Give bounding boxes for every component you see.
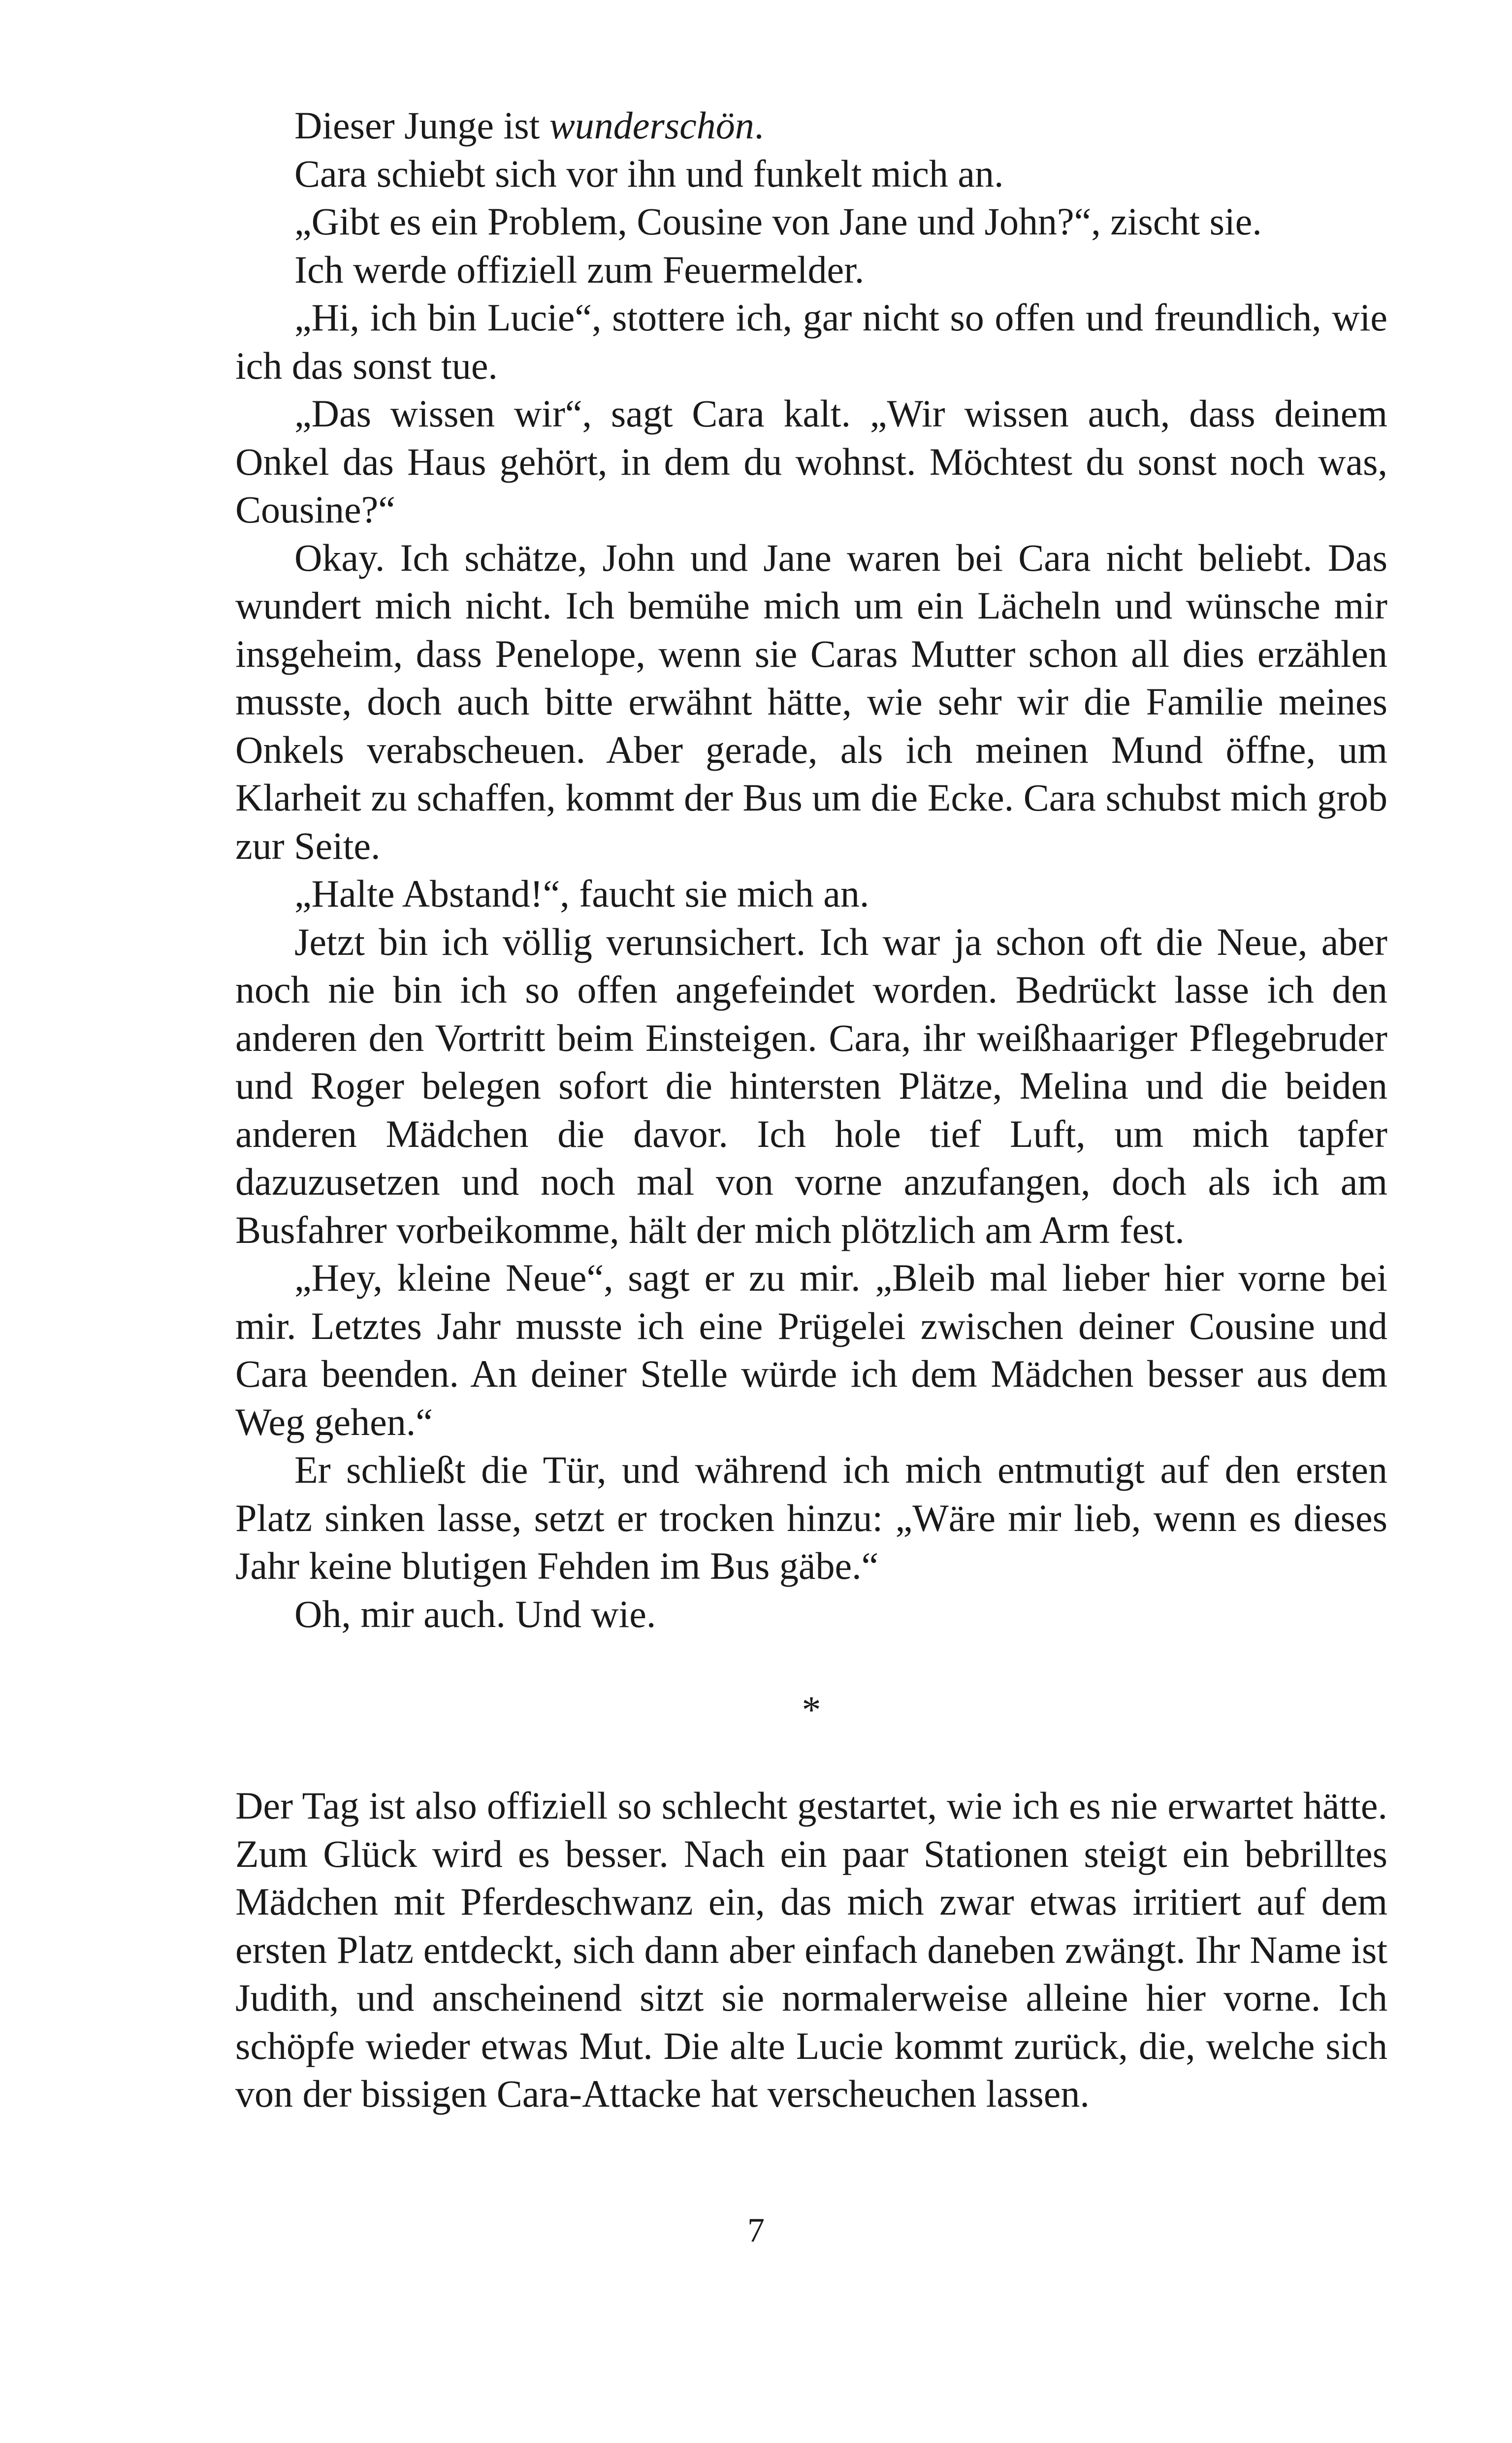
page-number: 7 xyxy=(747,2212,765,2249)
paragraph: „Hi, ich bin Lucie“, stottere ich, gar nicht so offen und freundlich, wie ich das sonst tue. xyxy=(235,296,1387,387)
paragraph: Cara schiebt sich vor ihn und funkelt mich an. xyxy=(294,152,1004,195)
paragraph: Okay. Ich schätze, John und Jane waren bei Cara nicht beliebt. Das wundert mich nicht. Ich bemühe mich um ein Lächeln und wünsche mir insgeheim, dass Penelope, wenn sie Caras Mutter schon all dies erzählen musste, doch auch bitte erwähnt hätte, wie sehr wir die Familie meines Onkels verabscheuen. Aber gerade, als ich meinen Mund öffne, um Klarheit zu schaffen, kommt der Bus um die Ecke. Cara schubst mich grob zur Seite. xyxy=(235,536,1387,867)
text-run: Dieser Junge ist xyxy=(294,104,549,147)
paragraph: „Halte Abstand!“, faucht sie mich an. xyxy=(294,872,869,915)
paragraph xyxy=(235,101,1387,150)
paragraph: Ich werde offiziell zum Feuermelder. xyxy=(294,248,865,291)
paragraph: Der Tag ist also offiziell so schlecht gestartet, wie ich es nie erwartet hätte. Zum Glück wird es besser. Nach ein paar Stationen steigt ein bebrilltes Mädchen mit Pferdeschwanz ein, das mich zwar etwas irritiert auf dem ersten Platz entdeckt, sich dann aber einfach daneben zwängt. Ihr Name ist Judith, und anscheinend sitzt sie normalerweise alleine hier vorne. Ich schöpfe wieder etwas Mut. Die alte Lucie kommt zurück, die, welche sich von der bissigen Cara-Attacke hat verscheuchen lassen. xyxy=(235,1784,1387,2115)
paragraph: Oh, mir auch. Und wie. xyxy=(294,1592,656,1635)
paragraph: „Gibt es ein Problem, Cousine von Jane und John?“, zischt sie. xyxy=(294,200,1262,243)
emphasis-text: wunderschön xyxy=(549,104,754,147)
page-body xyxy=(235,101,1387,2118)
paragraph: Er schließt die Tür, und während ich mich entmutigt auf den ersten Platz sinken lasse, setzt er trocken hinzu: „Wäre mir lieb, wenn es dieses Jahr keine blutigen Fehden im Bus gäbe.“ xyxy=(235,1448,1387,1587)
paragraph: „Das wissen wir“, sagt Cara kalt. „Wir wissen auch, dass deinem Onkel das Haus gehört, in dem du wohnst. Möchtest du sonst noch was, Cousine?“ xyxy=(235,392,1387,531)
paragraph: Jetzt bin ich völlig verunsichert. Ich war ja schon oft die Neue, aber noch nie bin ich so offen angefeindet worden. Bedrückt lasse ich den anderen den Vortritt beim Einsteigen. Cara, ihr weißhaariger Pflegebruder und Roger belegen sofort die hintersten Plätze, Melina und die beiden anderen Mädchen die davor. Ich hole tief Luft, um mich tapfer dazuzusetzen und noch mal von vorne anzufangen, doch als ich am Busfahrer vorbeikomme, hält der mich plötzlich am Arm fest. xyxy=(235,920,1387,1251)
text-run: . xyxy=(754,104,764,147)
paragraph: „Hey, kleine Neue“, sagt er zu mir. „Bleib mal lieber hier vorne bei mir. Letztes Jahr musste ich eine Prügelei zwischen deiner Cousine und Cara beenden. An deiner Stelle würde ich dem Mädchen besser aus dem Weg gehen.“ xyxy=(235,1256,1387,1443)
section-separator: * xyxy=(802,1688,821,1731)
